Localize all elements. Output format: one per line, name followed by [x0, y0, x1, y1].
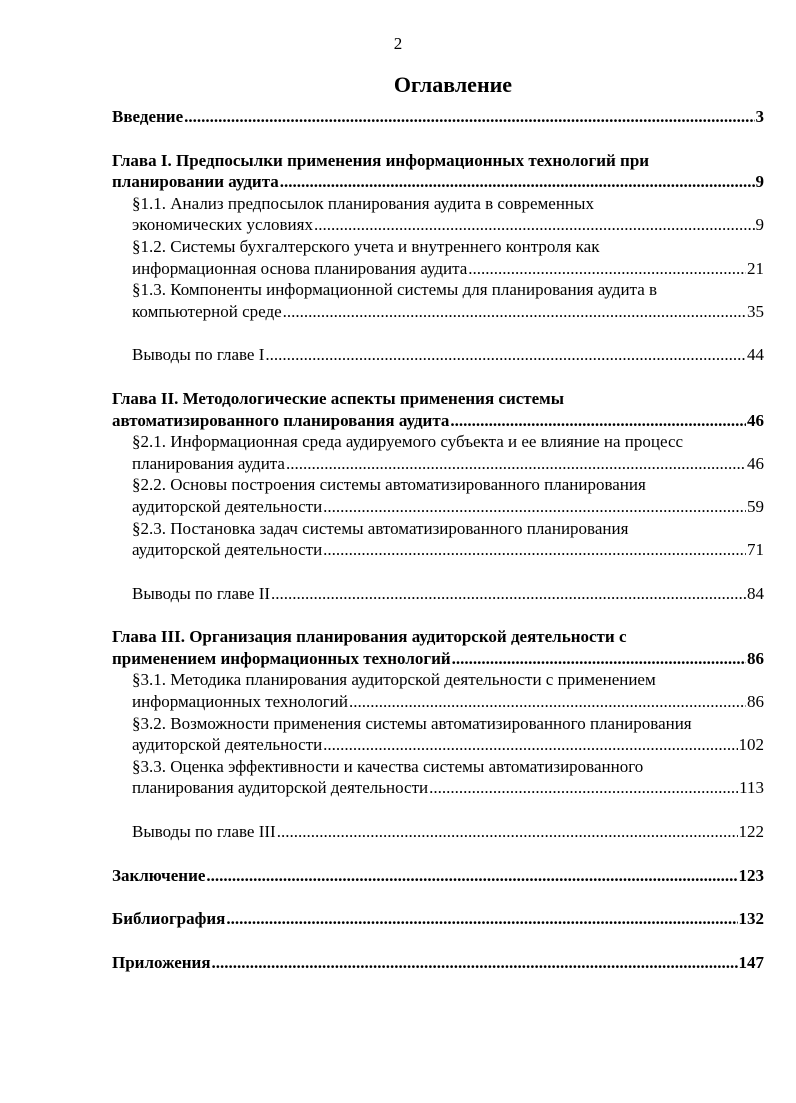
dot-leader	[429, 777, 738, 799]
dot-leader	[184, 106, 754, 128]
toc-entry-label: Глава II. Методологические аспекты применения системы	[112, 388, 565, 408]
dot-leader	[212, 952, 738, 974]
toc-page-number: 3	[755, 107, 764, 126]
toc-page-number: 9	[755, 215, 764, 235]
toc-entry-section-2-2[interactable]	[112, 474, 764, 517]
toc-entry-label: §2.3. Постановка задач системы автоматизированного планирования	[132, 518, 629, 538]
toc-entry-label: §3.3. Оценка эффективности и качества системы автоматизированного	[132, 756, 644, 776]
toc-entry-label: §1.2. Системы бухгалтерского учета и внутреннего контроля как	[132, 236, 600, 256]
toc-page-number: 46	[747, 410, 764, 430]
dot-leader	[206, 865, 737, 887]
toc-entry-section-1-1[interactable]	[112, 193, 764, 236]
toc-entry-label: Выводы по главе III	[132, 822, 276, 842]
toc-entry-label-continued: применением информационных технологий	[112, 648, 451, 668]
toc-entry-label-continued: экономических условиях	[132, 215, 313, 235]
toc-entry-label: §2.2. Основы построения системы автоматизированного планирования	[132, 475, 646, 495]
toc-entry-label: §2.1. Информационная среда аудируемого субъекта и ее влияние на процесс	[132, 432, 684, 452]
toc-entry-label: Выводы по главе I	[132, 345, 265, 365]
dot-leader	[280, 171, 755, 193]
toc-entry-bibliography[interactable]	[112, 908, 764, 930]
toc-entry-label: §1.1. Анализ предпосылок планирования аудита в современных	[132, 193, 594, 213]
dot-leader	[323, 734, 737, 756]
toc-entry-label: §3.2. Возможности применения системы автоматизированного планирования	[132, 713, 692, 733]
dot-leader	[323, 539, 746, 561]
dot-leader	[286, 453, 746, 475]
toc-entry-label: Заключение	[112, 865, 206, 885]
toc-entry-chapter-1-conclusions[interactable]	[112, 344, 764, 366]
dot-leader	[265, 344, 746, 366]
toc-page-number: 21	[747, 258, 764, 278]
dot-leader	[349, 691, 746, 713]
toc-page-number: 132	[738, 909, 764, 929]
toc-entry-chapter-2[interactable]	[112, 388, 764, 431]
toc-entry-label: Глава I. Предпосылки применения информационных технологий при	[112, 150, 650, 170]
toc-page-number: 71	[747, 540, 764, 560]
toc-entry-chapter-2-conclusions[interactable]	[112, 583, 764, 605]
toc-page-number: 44	[747, 345, 764, 365]
toc-entry-section-2-3[interactable]	[112, 518, 764, 561]
toc-entry-label-continued: планировании аудита	[112, 172, 279, 192]
toc-entry-section-1-3[interactable]	[112, 279, 764, 322]
toc-entry-label: Библиография	[112, 909, 226, 929]
toc-entry-label-continued: аудиторской деятельности	[132, 540, 323, 560]
toc-page-number: 46	[747, 453, 764, 473]
toc-entry-label-continued: автоматизированного планирования аудита	[112, 410, 450, 430]
dot-leader	[283, 301, 746, 323]
toc-entry-label: Глава III. Организация планирования аудиторской деятельности с	[112, 627, 627, 647]
dot-leader	[452, 648, 746, 670]
dot-leader	[450, 410, 746, 432]
toc-page-number: 102	[738, 735, 764, 755]
page-number: 2	[393, 34, 403, 53]
toc-entry-chapter-1[interactable]	[112, 150, 764, 193]
toc-entry-label-continued: информационная основа планирования аудита	[132, 258, 468, 278]
toc-entry-label-continued: компьютерной среде	[132, 301, 282, 321]
toc-entry-label-continued: аудиторской деятельности	[132, 735, 323, 755]
toc-entry-section-3-3[interactable]	[112, 756, 764, 799]
toc-page-number: 122	[738, 822, 764, 842]
toc-page-number: 59	[747, 496, 764, 516]
toc-page-number: 113	[739, 778, 764, 798]
toc-entry-introduction[interactable]	[112, 106, 764, 128]
toc-entry-chapter-3[interactable]	[112, 626, 764, 669]
page-title: Оглавление	[393, 72, 513, 97]
toc-entry-label-continued: аудиторской деятельности	[132, 496, 323, 516]
toc-entry-section-1-2[interactable]	[112, 236, 764, 279]
toc-entry-label-continued: информационных технологий	[132, 692, 348, 712]
dot-leader	[323, 496, 746, 518]
toc-entry-section-3-2[interactable]	[112, 713, 764, 756]
dot-leader	[226, 908, 737, 930]
toc-entry-chapter-3-conclusions[interactable]	[112, 821, 764, 843]
toc-entry-section-3-1[interactable]	[112, 669, 764, 712]
dot-leader	[314, 214, 755, 236]
table-of-contents	[112, 106, 764, 973]
toc-entry-label: Приложения	[112, 952, 211, 972]
toc-page-number: 84	[747, 583, 764, 603]
toc-entry-conclusion[interactable]	[112, 865, 764, 887]
toc-entry-label: Выводы по главе II	[132, 583, 271, 603]
toc-entry-label: §1.3. Компоненты информационной системы для планирования аудита в	[132, 280, 658, 300]
toc-entry-appendices[interactable]	[112, 952, 764, 974]
toc-entry-section-2-1[interactable]	[112, 431, 764, 474]
dot-leader	[468, 258, 746, 280]
toc-page-number: 9	[755, 172, 764, 192]
toc-page-number: 86	[747, 692, 764, 712]
dot-leader	[277, 821, 738, 843]
toc-entry-label: Введение	[112, 107, 184, 126]
toc-page-number: 86	[747, 648, 764, 668]
dot-leader	[271, 583, 746, 605]
toc-entry-label-continued: планирования аудита	[132, 453, 285, 473]
toc-page-number: 147	[738, 952, 764, 972]
toc-page-number: 35	[747, 301, 764, 321]
toc-entry-label-continued: планирования аудиторской деятельности	[132, 778, 429, 798]
toc-entry-label: §3.1. Методика планирования аудиторской деятельности с применением	[132, 670, 656, 690]
toc-page-number: 123	[738, 865, 764, 885]
